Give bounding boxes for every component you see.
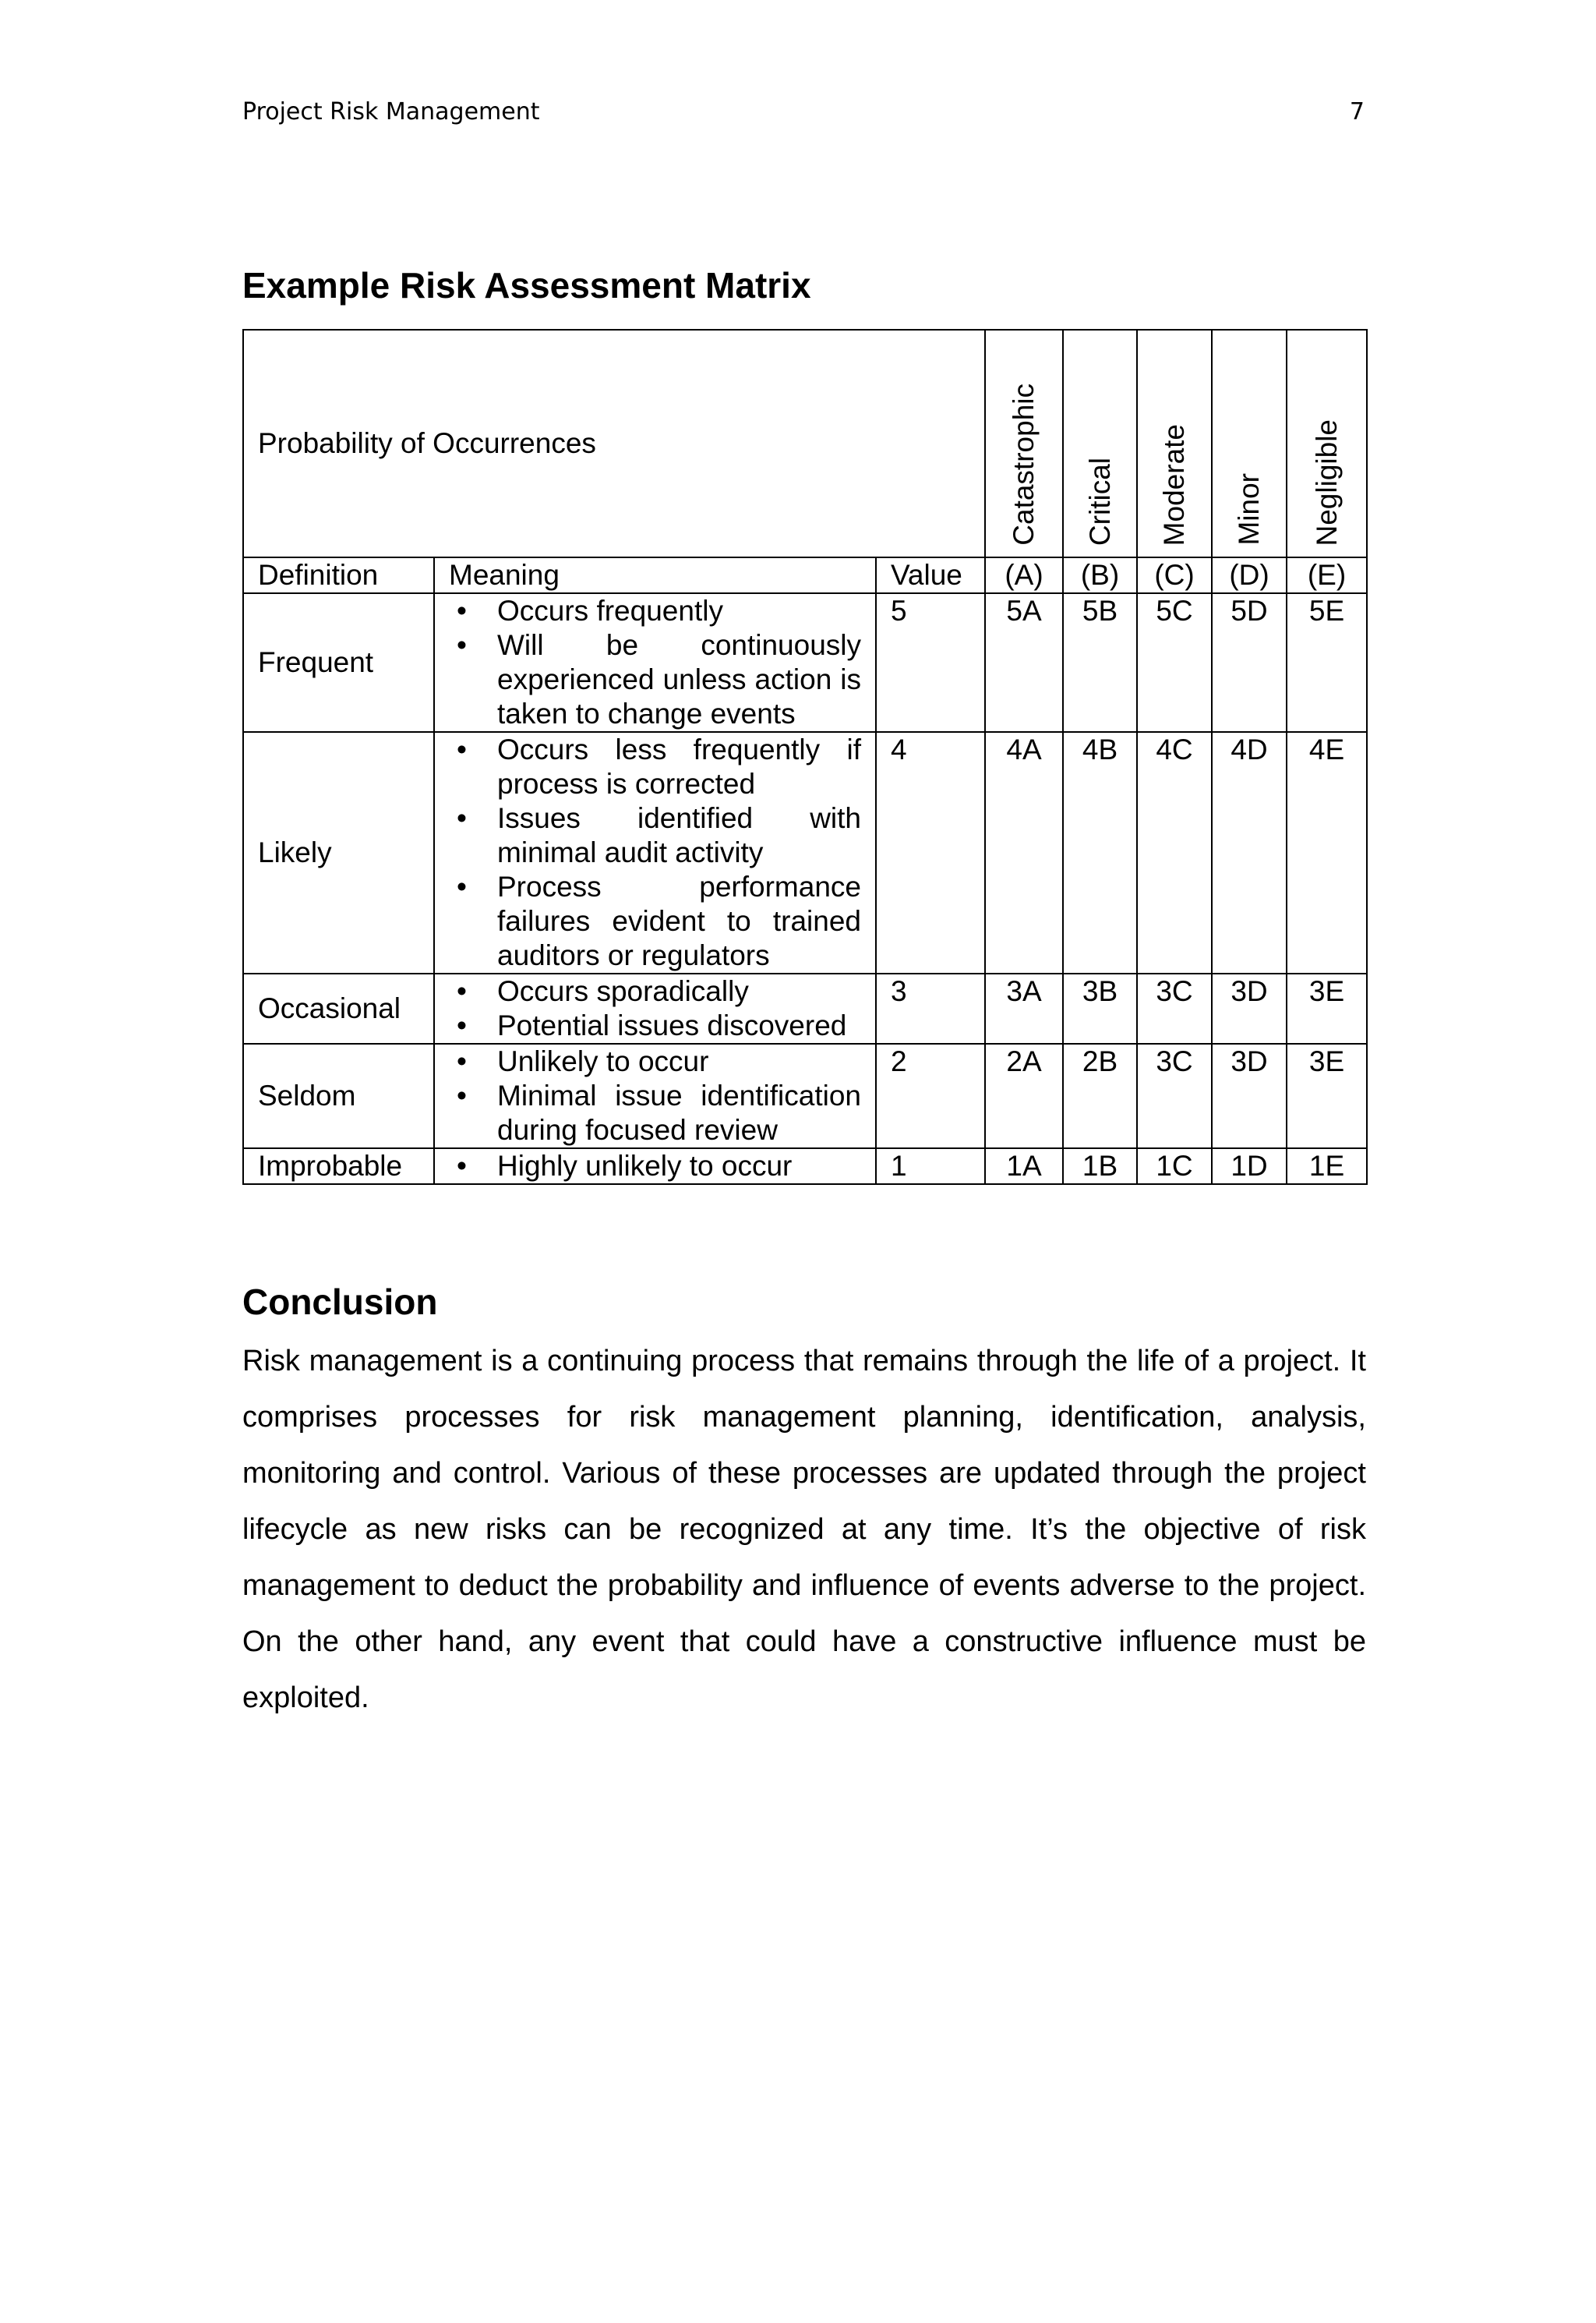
col-value: Value — [876, 557, 985, 593]
matrix-cell: 1C — [1137, 1148, 1212, 1184]
row-definition: Occasional — [243, 974, 434, 1044]
row-value: 2 — [876, 1044, 985, 1148]
meaning-item: • Occurs sporadically — [454, 974, 861, 1009]
row-meaning — [434, 1044, 876, 1148]
severity-minor — [1212, 330, 1287, 557]
meaning-item: • Issues identified with minimal audit activity — [454, 801, 861, 870]
col-meaning: Meaning — [434, 557, 876, 593]
row-meaning — [434, 974, 876, 1044]
col-code: (E) — [1287, 557, 1367, 593]
meaning-item: • Unlikely to occur — [454, 1045, 861, 1079]
severity-negligible — [1287, 330, 1367, 557]
meaning-item: • Process performance failures evident to trained auditors or regulators — [454, 870, 861, 973]
column-header-row — [243, 557, 1367, 593]
matrix-cell: 3A — [985, 974, 1063, 1044]
matrix-cell: 4C — [1137, 732, 1212, 974]
severity-label: Critical — [1083, 457, 1116, 546]
matrix-cell: 1D — [1212, 1148, 1287, 1184]
severity-header-row — [243, 330, 1367, 557]
matrix-cell: 3E — [1287, 1044, 1367, 1148]
meaning-item: • Highly unlikely to occur — [454, 1149, 861, 1183]
row-meaning — [434, 1148, 876, 1184]
severity-catastrophic — [985, 330, 1063, 557]
matrix-cell: 5C — [1137, 593, 1212, 732]
col-definition: Definition — [243, 557, 434, 593]
matrix-cell: 3D — [1212, 1044, 1287, 1148]
risk-assessment-matrix — [242, 329, 1368, 1185]
row-definition: Seldom — [243, 1044, 434, 1148]
matrix-cell: 5A — [985, 593, 1063, 732]
running-header-title: Project Risk Management — [242, 98, 540, 126]
matrix-cell: 4D — [1212, 732, 1287, 974]
row-definition: Likely — [243, 732, 434, 974]
col-code: (D) — [1212, 557, 1287, 593]
meaning-item: • Will be continuously experienced unless action is taken to change events — [454, 628, 861, 731]
matrix-cell: 2A — [985, 1044, 1063, 1148]
matrix-cell: 4A — [985, 732, 1063, 974]
matrix-cell: 3B — [1063, 974, 1137, 1044]
table-row — [243, 732, 1367, 974]
matrix-cell: 3D — [1212, 974, 1287, 1044]
row-meaning — [434, 732, 876, 974]
row-definition: Frequent — [243, 593, 434, 732]
matrix-cell: 3C — [1137, 1044, 1212, 1148]
matrix-cell: 3E — [1287, 974, 1367, 1044]
row-meaning — [434, 593, 876, 732]
matrix-cell: 1B — [1063, 1148, 1137, 1184]
matrix-cell: 4E — [1287, 732, 1367, 974]
matrix-cell: 5B — [1063, 593, 1137, 732]
conclusion-paragraph: Risk management is a continuing process that remains through the life of a project. It comprises processes for risk management planning, identification, analysis, monitoring and control. Various of these processes are updated through the project lifecycle as new risks can be recognized at any time. It’s the objective of risk management to deduct the probability and influence of events adverse to the project. On the other hand, any event that could have a constructive influence must be exploited. — [242, 1345, 1366, 1714]
table-row — [243, 1044, 1367, 1148]
matrix-cell: 1E — [1287, 1148, 1367, 1184]
col-code: (B) — [1063, 557, 1137, 593]
table-row — [243, 974, 1367, 1044]
severity-label: Minor — [1233, 473, 1266, 546]
col-code: (A) — [985, 557, 1063, 593]
matrix-cell: 3C — [1137, 974, 1212, 1044]
matrix-cell: 5E — [1287, 593, 1367, 732]
matrix-cell: 2B — [1063, 1044, 1137, 1148]
severity-label: Negligible — [1310, 419, 1343, 546]
matrix-heading: Example Risk Assessment Matrix — [242, 265, 811, 306]
table-row — [243, 1148, 1367, 1184]
meaning-item: • Occurs less frequently if process is corrected — [454, 733, 861, 801]
severity-moderate — [1137, 330, 1212, 557]
severity-label: Moderate — [1158, 423, 1191, 546]
row-value: 4 — [876, 732, 985, 974]
meaning-item: • Potential issues discovered — [454, 1009, 861, 1043]
table-row — [243, 593, 1367, 732]
page-header — [242, 97, 1365, 128]
page-number: 7 — [1349, 98, 1365, 126]
matrix-cell: 1A — [985, 1148, 1063, 1184]
matrix-cell: 5D — [1212, 593, 1287, 732]
probability-heading: Probability of Occurrences — [243, 330, 985, 557]
row-value: 5 — [876, 593, 985, 732]
row-value: 1 — [876, 1148, 985, 1184]
row-definition: Improbable — [243, 1148, 434, 1184]
col-code: (C) — [1137, 557, 1212, 593]
severity-critical — [1063, 330, 1137, 557]
severity-label: Catastrophic — [1008, 384, 1040, 546]
meaning-item: • Minimal issue identification during focused review — [454, 1079, 861, 1147]
meaning-item: • Occurs frequently — [454, 594, 861, 628]
matrix-cell: 4B — [1063, 732, 1137, 974]
conclusion-heading: Conclusion — [242, 1282, 438, 1322]
row-value: 3 — [876, 974, 985, 1044]
